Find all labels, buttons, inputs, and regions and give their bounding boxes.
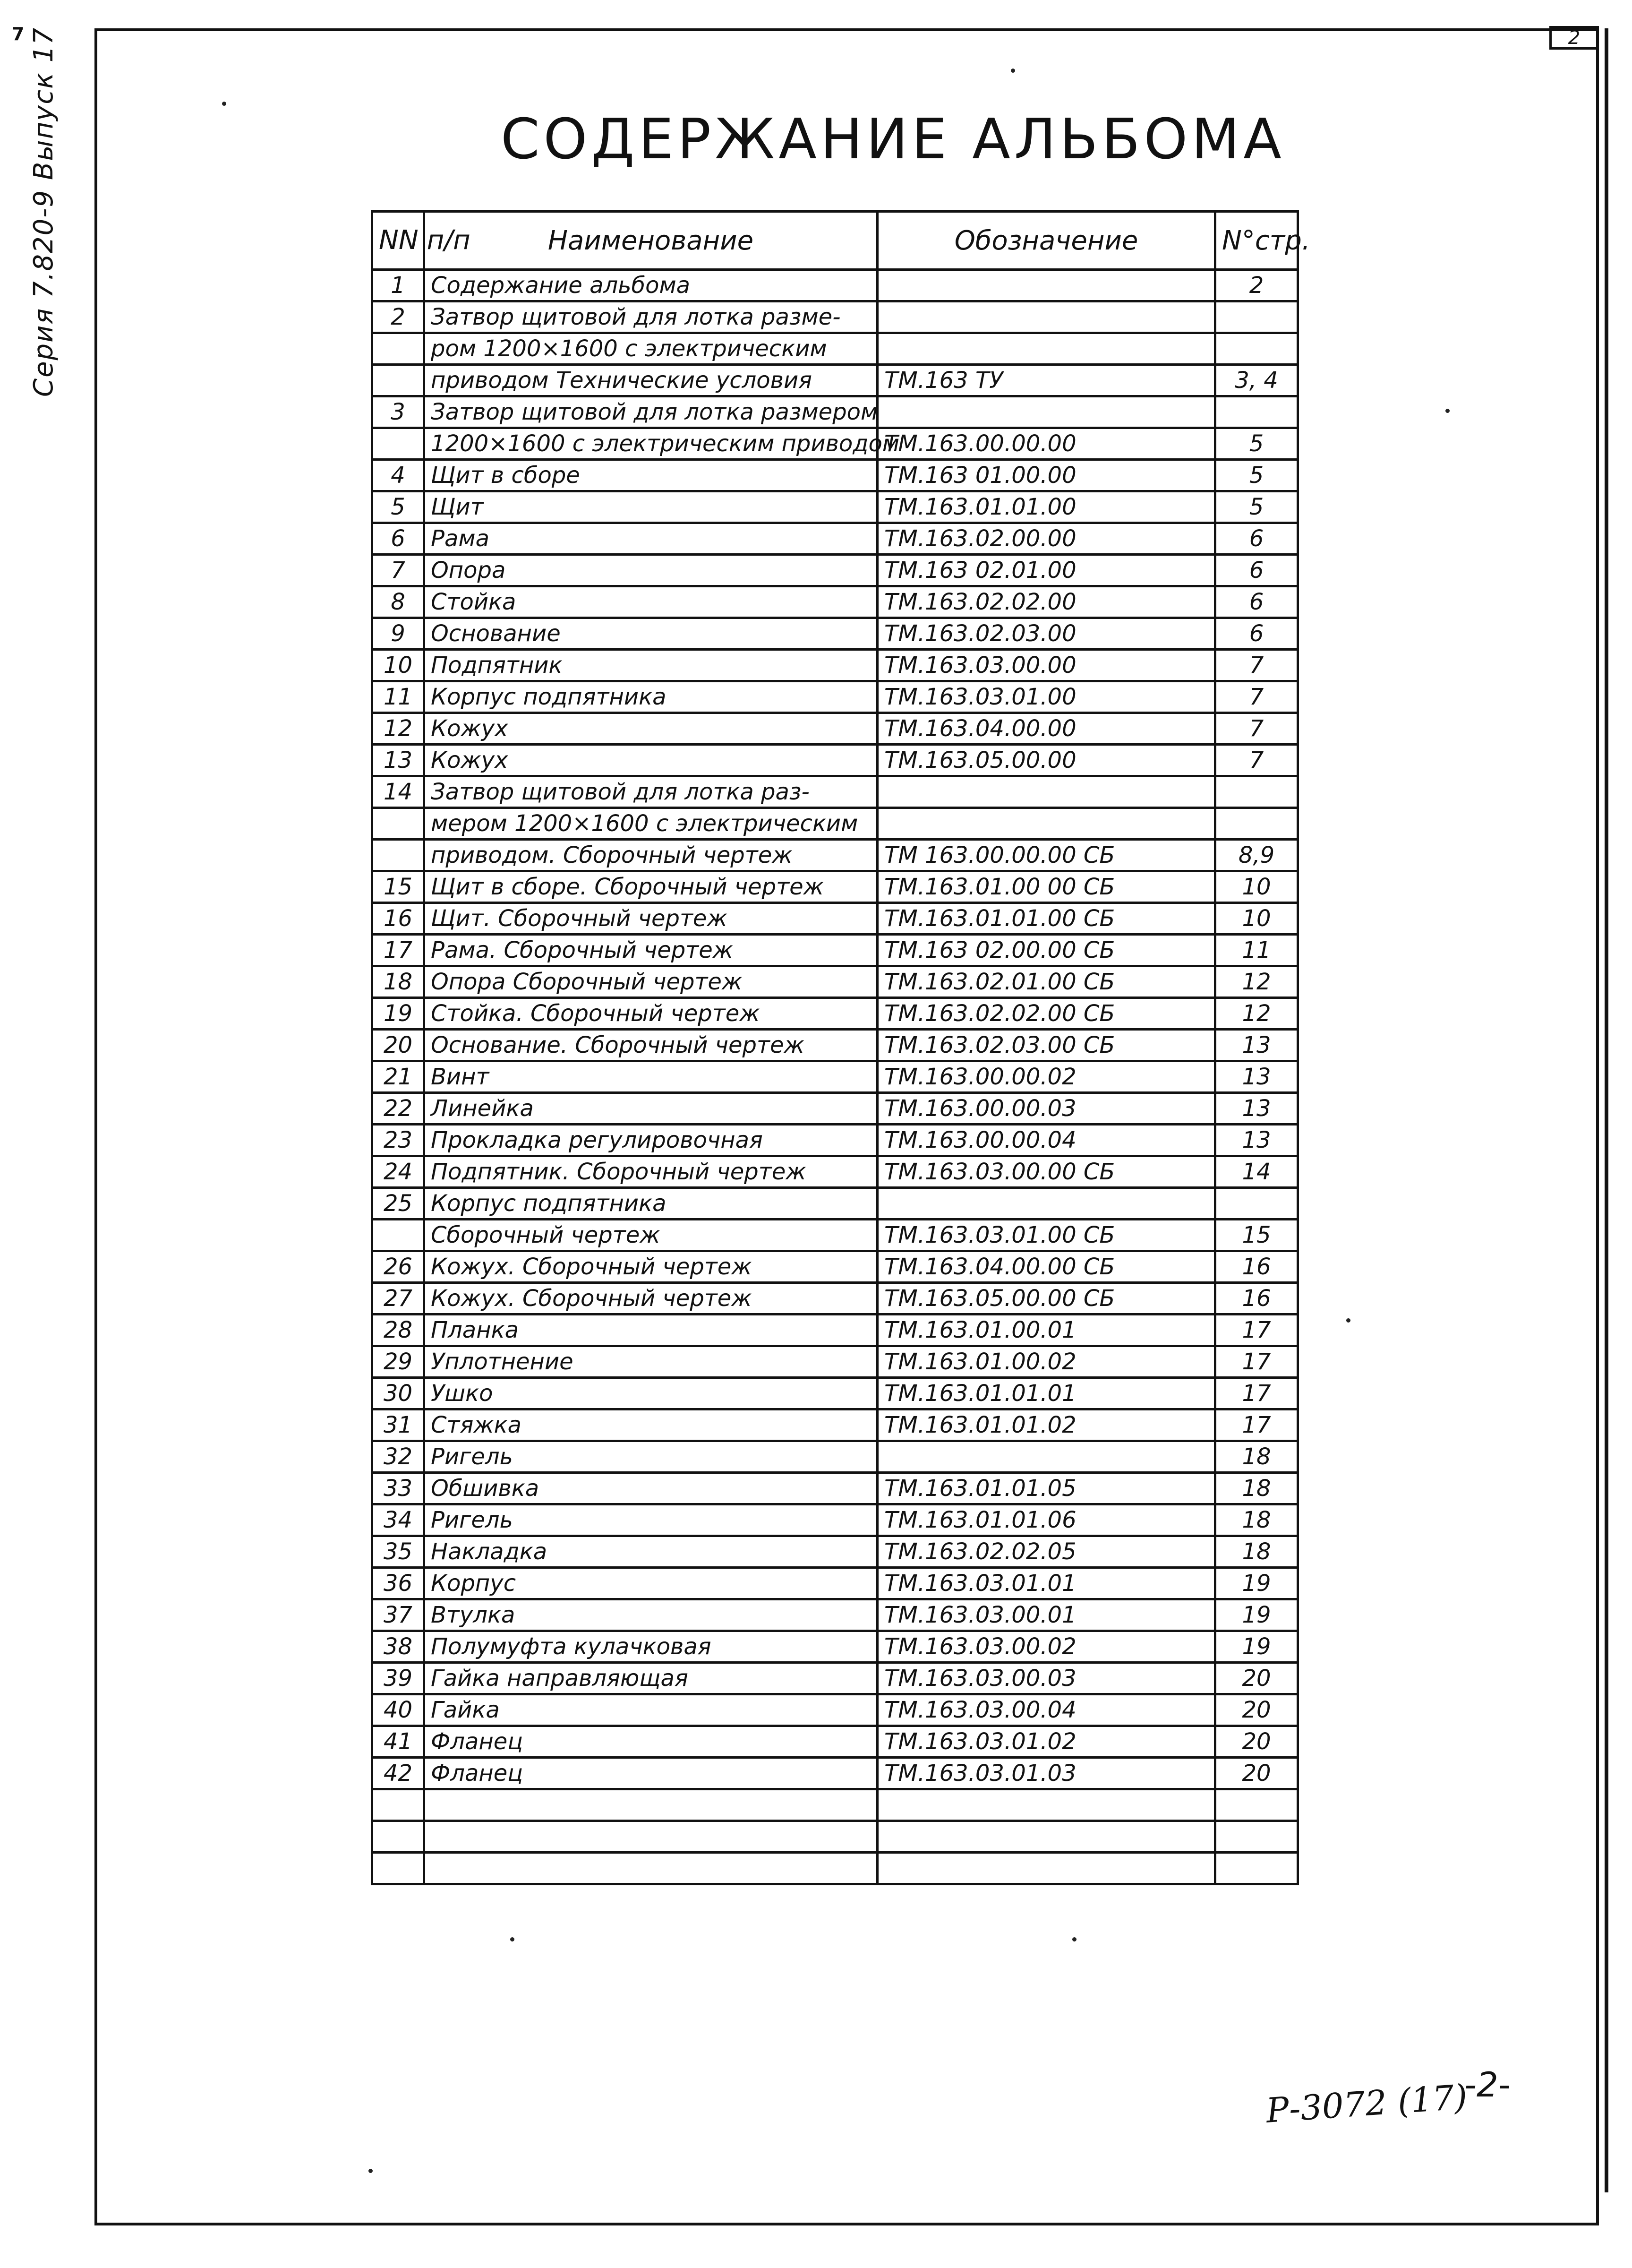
row-designation [878, 301, 1215, 333]
table-row [372, 1061, 1298, 1093]
table-body [372, 270, 1298, 1884]
row-page: 7 [1215, 681, 1298, 713]
row-page: 18 [1215, 1536, 1298, 1568]
row-name: Ригель [424, 1504, 878, 1536]
table-row [372, 618, 1298, 650]
row-page: 20 [1215, 1758, 1298, 1789]
row-number: 5 [372, 491, 424, 523]
table-row [372, 333, 1298, 365]
table-row [372, 776, 1298, 808]
row-designation: ТМ.163.03.01.03 [878, 1758, 1215, 1789]
table-row [372, 586, 1298, 618]
frame-right-edge [1605, 28, 1608, 2192]
row-name: Сборочный чертеж [424, 1220, 878, 1251]
row-page: 5 [1215, 428, 1298, 460]
row-page: 13 [1215, 1030, 1298, 1061]
row-number [372, 840, 424, 871]
row-designation: ТМ.163 02.00.00 СБ [878, 935, 1215, 966]
row-page: 18 [1215, 1441, 1298, 1473]
header-num: NN п/п [372, 212, 424, 270]
row-page: 6 [1215, 523, 1298, 555]
row-name: приводом Технические условия [424, 365, 878, 396]
row-number: 40 [372, 1694, 424, 1726]
row-page: 13 [1215, 1093, 1298, 1125]
row-designation: ТМ.163.02.03.00 [878, 618, 1215, 650]
row-name: Корпус подпятника [424, 1188, 878, 1220]
row-designation: ТМ.163.04.00.00 СБ [878, 1251, 1215, 1283]
row-page: 11 [1215, 935, 1298, 966]
row-designation: ТМ.163.03.00.00 СБ [878, 1156, 1215, 1188]
row-number [372, 1220, 424, 1251]
row-designation: ТМ.163.01.00.01 [878, 1314, 1215, 1346]
row-page [1215, 396, 1298, 428]
row-page: 18 [1215, 1473, 1298, 1504]
row-page: 5 [1215, 460, 1298, 491]
row-page: 17 [1215, 1314, 1298, 1346]
scan-speck [1346, 1318, 1350, 1323]
row-number: 38 [372, 1631, 424, 1663]
row-name: Корпус подпятника [424, 681, 878, 713]
table-row [372, 428, 1298, 460]
row-designation: ТМ.163.01.01.01 [878, 1378, 1215, 1409]
row-number: 15 [372, 871, 424, 903]
row-name: Затвор щитовой для лотка размером [424, 396, 878, 428]
table-row [372, 966, 1298, 998]
row-name: Прокладка регулировочная [424, 1125, 878, 1156]
row-number [372, 333, 424, 365]
row-number: 8 [372, 586, 424, 618]
table-row [372, 871, 1298, 903]
row-number: 27 [372, 1283, 424, 1314]
row-number: 39 [372, 1663, 424, 1694]
row-name: Рама [424, 523, 878, 555]
table-row [372, 681, 1298, 713]
row-name: ром 1200×1600 с электрическим [424, 333, 878, 365]
table-row [372, 396, 1298, 428]
table-row [372, 1188, 1298, 1220]
row-designation: ТМ.163.02.02.00 [878, 586, 1215, 618]
row-name: Щит [424, 491, 878, 523]
row-designation: ТМ.163.05.00.00 СБ [878, 1283, 1215, 1314]
row-designation: ТМ.163.02.02.00 СБ [878, 998, 1215, 1030]
row-designation [878, 333, 1215, 365]
row-name: мером 1200×1600 с электрическим [424, 808, 878, 840]
table-row [372, 1504, 1298, 1536]
table-row [372, 1378, 1298, 1409]
row-name: Винт [424, 1061, 878, 1093]
row-page: 7 [1215, 745, 1298, 776]
table-row [372, 998, 1298, 1030]
contents-table [371, 210, 1310, 1885]
row-page [1215, 301, 1298, 333]
row-name: Кожух. Сборочный чертеж [424, 1251, 878, 1283]
table-row [372, 301, 1298, 333]
table-row-empty [372, 1821, 1298, 1853]
table-row [372, 1125, 1298, 1156]
row-number: 12 [372, 713, 424, 745]
row-name: Планка [424, 1314, 878, 1346]
row-designation: ТМ.163.03.01.02 [878, 1726, 1215, 1758]
row-number: 13 [372, 745, 424, 776]
row-number: 33 [372, 1473, 424, 1504]
row-name: Накладка [424, 1536, 878, 1568]
table-row [372, 1473, 1298, 1504]
row-page [1215, 808, 1298, 840]
row-page: 20 [1215, 1694, 1298, 1726]
row-number: 6 [372, 523, 424, 555]
sheet-number-box [1549, 26, 1599, 50]
header-code: Обозначение [878, 212, 1215, 270]
table-row [372, 1694, 1298, 1726]
row-number: 11 [372, 681, 424, 713]
table-row [372, 903, 1298, 935]
row-number: 41 [372, 1726, 424, 1758]
table-row [372, 555, 1298, 586]
row-designation: ТМ.163.00.00.04 [878, 1125, 1215, 1156]
row-page: 16 [1215, 1283, 1298, 1314]
row-number: 19 [372, 998, 424, 1030]
row-number: 1 [372, 270, 424, 301]
table-row [372, 1314, 1298, 1346]
row-number [372, 428, 424, 460]
scan-speck [1445, 409, 1450, 413]
row-designation [878, 808, 1215, 840]
row-page: 8,9 [1215, 840, 1298, 871]
row-name: Втулка [424, 1599, 878, 1631]
row-page: 19 [1215, 1631, 1298, 1663]
row-number: 35 [372, 1536, 424, 1568]
row-designation: ТМ.163.03.00.01 [878, 1599, 1215, 1631]
row-page: 2 [1215, 270, 1298, 301]
table-row [372, 1030, 1298, 1061]
row-number: 18 [372, 966, 424, 998]
row-number [372, 365, 424, 396]
row-designation: ТМ.163.01.01.00 [878, 491, 1215, 523]
row-designation [878, 776, 1215, 808]
row-name: Стойка [424, 586, 878, 618]
row-designation: ТМ.163.03.00.02 [878, 1631, 1215, 1663]
row-name: Кожух. Сборочный чертеж [424, 1283, 878, 1314]
row-number: 31 [372, 1409, 424, 1441]
row-number: 10 [372, 650, 424, 681]
row-designation: ТМ.163.01.01.06 [878, 1504, 1215, 1536]
row-number: 30 [372, 1378, 424, 1409]
row-name: Обшивка [424, 1473, 878, 1504]
row-page: 17 [1215, 1346, 1298, 1378]
scan-speck [1072, 1937, 1077, 1942]
row-number [372, 808, 424, 840]
row-designation: ТМ.163.01.01.05 [878, 1473, 1215, 1504]
row-designation: ТМ.163.03.01.01 [878, 1568, 1215, 1599]
row-name: Линейка [424, 1093, 878, 1125]
row-name: Фланец [424, 1726, 878, 1758]
row-page: 6 [1215, 555, 1298, 586]
row-designation: ТМ.163 01.00.00 [878, 460, 1215, 491]
table-row [372, 840, 1298, 871]
row-designation: ТМ.163.01.01.02 [878, 1409, 1215, 1441]
row-number: 42 [372, 1758, 424, 1789]
row-name: Гайка направляющая [424, 1663, 878, 1694]
table-row [372, 1156, 1298, 1188]
table-row [372, 1536, 1298, 1568]
row-number: 7 [372, 555, 424, 586]
table-row [372, 745, 1298, 776]
row-name: Содержание альбома [424, 270, 878, 301]
table-row [372, 1568, 1298, 1599]
row-page [1215, 333, 1298, 365]
row-designation: ТМ.163.03.01.00 СБ [878, 1220, 1215, 1251]
row-page: 7 [1215, 713, 1298, 745]
row-page [1215, 776, 1298, 808]
table-row [372, 1758, 1298, 1789]
corner-mark: 7 [12, 24, 25, 44]
row-name: Щит в сборе. Сборочный чертеж [424, 871, 878, 903]
row-number: 3 [372, 396, 424, 428]
row-page: 10 [1215, 871, 1298, 903]
row-name: Уплотнение [424, 1346, 878, 1378]
row-page: 17 [1215, 1378, 1298, 1409]
table-row [372, 1599, 1298, 1631]
header-page: N°стр. [1215, 212, 1298, 270]
row-number: 34 [372, 1504, 424, 1536]
row-designation [878, 270, 1215, 301]
row-number: 37 [372, 1599, 424, 1631]
row-number: 28 [372, 1314, 424, 1346]
header-name: Наименование [424, 212, 878, 270]
row-page: 13 [1215, 1125, 1298, 1156]
table-row [372, 650, 1298, 681]
row-designation [878, 1188, 1215, 1220]
row-page: 12 [1215, 966, 1298, 998]
row-page: 13 [1215, 1061, 1298, 1093]
row-number: 14 [372, 776, 424, 808]
row-name: Подпятник [424, 650, 878, 681]
row-name: Основание [424, 618, 878, 650]
row-name: Затвор щитовой для лотка раз- [424, 776, 878, 808]
table-row [372, 1441, 1298, 1473]
row-page: 7 [1215, 650, 1298, 681]
row-page: 14 [1215, 1156, 1298, 1188]
bottom-page-number: -2- [1464, 2065, 1511, 2105]
table-row [372, 713, 1298, 745]
row-number: 23 [372, 1125, 424, 1156]
row-page [1215, 1188, 1298, 1220]
row-page: 6 [1215, 586, 1298, 618]
row-number: 32 [372, 1441, 424, 1473]
row-name: Щит в сборе [424, 460, 878, 491]
row-page: 10 [1215, 903, 1298, 935]
row-number: 21 [372, 1061, 424, 1093]
table-row [372, 365, 1298, 396]
table-row [372, 1251, 1298, 1283]
row-name: Рама. Сборочный чертеж [424, 935, 878, 966]
row-page: 3, 4 [1215, 365, 1298, 396]
table-row [372, 935, 1298, 966]
table-row [372, 1409, 1298, 1441]
row-number: 4 [372, 460, 424, 491]
page-title: СОДЕРЖАНИЕ АЛЬБОМА [501, 106, 1285, 172]
row-page: 5 [1215, 491, 1298, 523]
row-number: 17 [372, 935, 424, 966]
row-page: 18 [1215, 1504, 1298, 1536]
row-number: 16 [372, 903, 424, 935]
row-number: 9 [372, 618, 424, 650]
row-name: Ушко [424, 1378, 878, 1409]
archive-code: Р-3072 (17) [1265, 2077, 1469, 2131]
row-designation: ТМ.163.01.00 00 СБ [878, 871, 1215, 903]
row-page: 16 [1215, 1251, 1298, 1283]
row-designation: ТМ.163.02.01.00 СБ [878, 966, 1215, 998]
table-row-empty [372, 1789, 1298, 1821]
row-number: 20 [372, 1030, 424, 1061]
row-name: Щит. Сборочный чертеж [424, 903, 878, 935]
row-number: 24 [372, 1156, 424, 1188]
table-row [372, 1220, 1298, 1251]
row-designation: ТМ.163.02.00.00 [878, 523, 1215, 555]
row-designation: ТМ.163.03.00.04 [878, 1694, 1215, 1726]
row-name: Кожух [424, 745, 878, 776]
scan-speck [510, 1937, 514, 1942]
series-label: Серия 7.820-9 Выпуск 17 [28, 27, 59, 397]
row-number: 22 [372, 1093, 424, 1125]
row-name: Корпус [424, 1568, 878, 1599]
row-designation: ТМ.163.03.00.03 [878, 1663, 1215, 1694]
row-designation: ТМ.163.04.00.00 [878, 713, 1215, 745]
table-row [372, 523, 1298, 555]
table-row [372, 491, 1298, 523]
table-row [372, 270, 1298, 301]
scan-speck [1011, 69, 1015, 73]
row-designation: ТМ.163.00.00.00 [878, 428, 1215, 460]
row-designation: ТМ.163.00.00.03 [878, 1093, 1215, 1125]
scan-speck [222, 102, 226, 106]
row-number: 2 [372, 301, 424, 333]
row-designation [878, 396, 1215, 428]
row-designation: ТМ.163 ТУ [878, 365, 1215, 396]
row-name: Кожух [424, 713, 878, 745]
row-name: Опора Сборочный чертеж [424, 966, 878, 998]
row-page: 6 [1215, 618, 1298, 650]
row-designation: ТМ.163.00.00.02 [878, 1061, 1215, 1093]
row-designation: ТМ 163.00.00.00 СБ [878, 840, 1215, 871]
table-row-empty [372, 1853, 1298, 1884]
row-page: 15 [1215, 1220, 1298, 1251]
row-number: 26 [372, 1251, 424, 1283]
row-name: Полумуфта кулачковая [424, 1631, 878, 1663]
table-row [372, 1726, 1298, 1758]
row-designation: ТМ.163.05.00.00 [878, 745, 1215, 776]
table-row [372, 460, 1298, 491]
sheet-number: 2 [1568, 27, 1581, 49]
row-page: 17 [1215, 1409, 1298, 1441]
row-designation: ТМ.163 02.01.00 [878, 555, 1215, 586]
row-name: Затвор щитовой для лотка разме- [424, 301, 878, 333]
row-name: Фланец [424, 1758, 878, 1789]
row-name: Опора [424, 555, 878, 586]
row-name: приводом. Сборочный чертеж [424, 840, 878, 871]
row-name: Стойка. Сборочный чертеж [424, 998, 878, 1030]
row-page: 19 [1215, 1599, 1298, 1631]
table-row [372, 1093, 1298, 1125]
row-page: 19 [1215, 1568, 1298, 1599]
row-number: 25 [372, 1188, 424, 1220]
row-page: 20 [1215, 1726, 1298, 1758]
row-designation: ТМ.163.01.01.00 СБ [878, 903, 1215, 935]
row-designation: ТМ.163.01.00.02 [878, 1346, 1215, 1378]
row-name: 1200×1600 с электрическим приводом [424, 428, 878, 460]
table-row [372, 808, 1298, 840]
row-designation: ТМ.163.02.02.05 [878, 1536, 1215, 1568]
table-row [372, 1346, 1298, 1378]
row-name: Основание. Сборочный чертеж [424, 1030, 878, 1061]
row-number: 29 [372, 1346, 424, 1378]
table-row [372, 1631, 1298, 1663]
row-designation: ТМ.163.03.01.00 [878, 681, 1215, 713]
scan-speck [368, 2169, 373, 2173]
row-designation: ТМ.163.03.00.00 [878, 650, 1215, 681]
row-name: Стяжка [424, 1409, 878, 1441]
table-header-row [372, 212, 1298, 270]
row-designation [878, 1441, 1215, 1473]
row-name: Подпятник. Сборочный чертеж [424, 1156, 878, 1188]
table-row [372, 1283, 1298, 1314]
row-page: 12 [1215, 998, 1298, 1030]
table-row [372, 1663, 1298, 1694]
row-designation: ТМ.163.02.03.00 СБ [878, 1030, 1215, 1061]
row-name: Гайка [424, 1694, 878, 1726]
row-page: 20 [1215, 1663, 1298, 1694]
row-number: 36 [372, 1568, 424, 1599]
row-name: Ригель [424, 1441, 878, 1473]
